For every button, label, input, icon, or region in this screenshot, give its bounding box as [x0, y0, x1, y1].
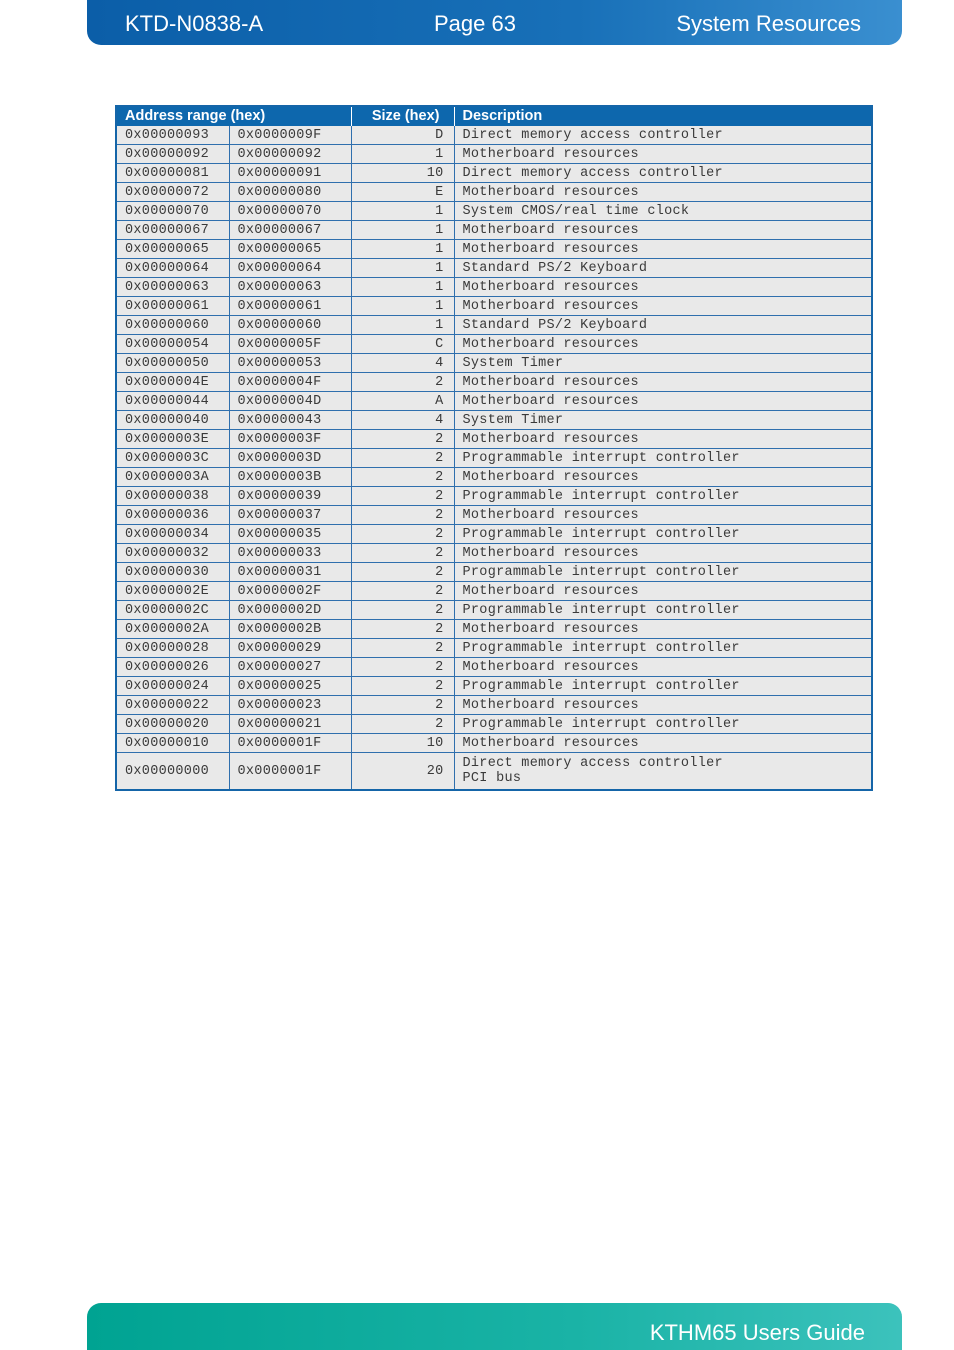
cell-range-start: 0x0000002E [116, 582, 229, 601]
cell-range-start: 0x00000028 [116, 639, 229, 658]
cell-range-start: 0x0000003A [116, 468, 229, 487]
table-header-row [116, 106, 872, 126]
cell-description: Direct memory access controller [454, 164, 872, 183]
table-row [116, 202, 872, 221]
table-row [116, 411, 872, 430]
document-id: KTD-N0838-A [125, 11, 264, 36]
table-row [116, 677, 872, 696]
cell-range-end: 0x00000064 [229, 259, 351, 278]
cell-size: 2 [351, 677, 454, 696]
cell-size: 2 [351, 563, 454, 582]
table-row [116, 658, 872, 677]
column-header-address-range: Address range (hex) [116, 106, 351, 126]
cell-range-start: 0x00000036 [116, 506, 229, 525]
cell-range-end: 0x0000002F [229, 582, 351, 601]
cell-range-end: 0x00000067 [229, 221, 351, 240]
cell-size: 1 [351, 202, 454, 221]
cell-range-end: 0x00000092 [229, 145, 351, 164]
cell-range-end: 0x00000043 [229, 411, 351, 430]
cell-description: Motherboard resources [454, 696, 872, 715]
cell-description: Motherboard resources [454, 183, 872, 202]
cell-description: Motherboard resources [454, 297, 872, 316]
cell-description: Motherboard resources [454, 145, 872, 164]
cell-size: 2 [351, 468, 454, 487]
cell-range-start: 0x00000030 [116, 563, 229, 582]
cell-description: Motherboard resources [454, 373, 872, 392]
table-row [116, 221, 872, 240]
cell-description: Motherboard resources [454, 734, 872, 753]
cell-range-end: 0x00000065 [229, 240, 351, 259]
cell-description: Standard PS/2 Keyboard [454, 259, 872, 278]
cell-description: Motherboard resources [454, 544, 872, 563]
cell-range-end: 0x0000004D [229, 392, 351, 411]
cell-range-end: 0x00000063 [229, 278, 351, 297]
cell-description: Standard PS/2 Keyboard [454, 316, 872, 335]
cell-description: Programmable interrupt controller [454, 639, 872, 658]
cell-range-end: 0x00000029 [229, 639, 351, 658]
cell-description: Direct memory access controller PCI bus [454, 753, 872, 791]
cell-range-start: 0x00000054 [116, 335, 229, 354]
cell-description: Motherboard resources [454, 392, 872, 411]
table-row [116, 544, 872, 563]
column-header-description: Description [454, 106, 872, 126]
cell-size: 1 [351, 297, 454, 316]
cell-range-end: 0x0000005F [229, 335, 351, 354]
cell-description: Programmable interrupt controller [454, 563, 872, 582]
page-footer [87, 1303, 902, 1350]
cell-range-end: 0x00000027 [229, 658, 351, 677]
table-row [116, 601, 872, 620]
page-header [87, 0, 902, 45]
page-number: Page 63 [434, 11, 516, 36]
table-row [116, 430, 872, 449]
table-row [116, 278, 872, 297]
cell-range-end: 0x0000009F [229, 126, 351, 145]
cell-range-start: 0x00000064 [116, 259, 229, 278]
cell-description: Motherboard resources [454, 430, 872, 449]
column-header-size: Size (hex) [351, 106, 454, 126]
table-row [116, 183, 872, 202]
cell-description: Direct memory access controller [454, 126, 872, 145]
table-row [116, 240, 872, 259]
cell-size: 20 [351, 753, 454, 791]
cell-description: Motherboard resources [454, 335, 872, 354]
cell-range-end: 0x00000070 [229, 202, 351, 221]
cell-size: 2 [351, 715, 454, 734]
cell-range-end: 0x0000003B [229, 468, 351, 487]
cell-description: Motherboard resources [454, 658, 872, 677]
cell-size: A [351, 392, 454, 411]
table-body [116, 126, 872, 790]
cell-size: 2 [351, 601, 454, 620]
table-row [116, 525, 872, 544]
cell-range-end: 0x0000002B [229, 620, 351, 639]
cell-description: Motherboard resources [454, 468, 872, 487]
cell-range-start: 0x0000003C [116, 449, 229, 468]
cell-description: System Timer [454, 411, 872, 430]
cell-size: 2 [351, 658, 454, 677]
cell-range-end: 0x00000021 [229, 715, 351, 734]
cell-range-start: 0x00000093 [116, 126, 229, 145]
cell-range-start: 0x00000044 [116, 392, 229, 411]
cell-range-end: 0x0000002D [229, 601, 351, 620]
io-resources-table [115, 105, 873, 791]
cell-range-start: 0x00000040 [116, 411, 229, 430]
cell-range-end: 0x00000091 [229, 164, 351, 183]
cell-description: System Timer [454, 354, 872, 373]
cell-size: 4 [351, 411, 454, 430]
cell-size: 1 [351, 316, 454, 335]
table-row [116, 582, 872, 601]
cell-range-end: 0x00000039 [229, 487, 351, 506]
table-row [116, 734, 872, 753]
table-row [116, 696, 872, 715]
table-row [116, 126, 872, 145]
cell-range-end: 0x00000037 [229, 506, 351, 525]
table-row [116, 506, 872, 525]
cell-size: 2 [351, 449, 454, 468]
cell-range-start: 0x0000002A [116, 620, 229, 639]
cell-range-start: 0x00000026 [116, 658, 229, 677]
table-row [116, 373, 872, 392]
cell-size: 2 [351, 525, 454, 544]
cell-size: 2 [351, 544, 454, 563]
cell-range-start: 0x00000000 [116, 753, 229, 791]
cell-size: 1 [351, 259, 454, 278]
table-row [116, 316, 872, 335]
cell-description: Programmable interrupt controller [454, 525, 872, 544]
guide-title: KTHM65 Users Guide [649, 1320, 865, 1345]
cell-range-start: 0x00000050 [116, 354, 229, 373]
cell-size: C [351, 335, 454, 354]
cell-size: 1 [351, 145, 454, 164]
cell-range-start: 0x00000010 [116, 734, 229, 753]
table-row [116, 145, 872, 164]
cell-description: Programmable interrupt controller [454, 449, 872, 468]
table-row [116, 297, 872, 316]
cell-range-start: 0x00000065 [116, 240, 229, 259]
table-row [116, 487, 872, 506]
cell-size: 2 [351, 639, 454, 658]
table-row [116, 715, 872, 734]
cell-description: Motherboard resources [454, 278, 872, 297]
cell-range-start: 0x00000061 [116, 297, 229, 316]
cell-size: 2 [351, 582, 454, 601]
cell-range-start: 0x00000067 [116, 221, 229, 240]
cell-range-start: 0x00000063 [116, 278, 229, 297]
cell-range-start: 0x00000022 [116, 696, 229, 715]
cell-range-start: 0x00000081 [116, 164, 229, 183]
cell-range-end: 0x0000003D [229, 449, 351, 468]
cell-size: 4 [351, 354, 454, 373]
cell-description: Motherboard resources [454, 240, 872, 259]
cell-range-end: 0x00000080 [229, 183, 351, 202]
cell-range-end: 0x0000001F [229, 753, 351, 791]
cell-description: Motherboard resources [454, 221, 872, 240]
cell-size: 2 [351, 373, 454, 392]
cell-size: 1 [351, 278, 454, 297]
cell-range-end: 0x00000023 [229, 696, 351, 715]
cell-description: Motherboard resources [454, 620, 872, 639]
section-title: System Resources [676, 11, 861, 36]
cell-size: E [351, 183, 454, 202]
cell-size: 2 [351, 620, 454, 639]
cell-description: Motherboard resources [454, 582, 872, 601]
cell-range-start: 0x00000034 [116, 525, 229, 544]
cell-size: 2 [351, 696, 454, 715]
cell-range-start: 0x00000070 [116, 202, 229, 221]
cell-range-start: 0x00000020 [116, 715, 229, 734]
table-row [116, 468, 872, 487]
cell-range-end: 0x00000053 [229, 354, 351, 373]
cell-description: Programmable interrupt controller [454, 487, 872, 506]
cell-size: 2 [351, 487, 454, 506]
table-row [116, 354, 872, 373]
cell-range-start: 0x00000038 [116, 487, 229, 506]
cell-range-start: 0x0000004E [116, 373, 229, 392]
table-row [116, 620, 872, 639]
cell-range-end: 0x00000060 [229, 316, 351, 335]
table-row [116, 164, 872, 183]
cell-size: D [351, 126, 454, 145]
table-row [116, 259, 872, 278]
cell-size: 1 [351, 240, 454, 259]
cell-range-end: 0x0000004F [229, 373, 351, 392]
cell-description: Programmable interrupt controller [454, 715, 872, 734]
cell-range-end: 0x00000033 [229, 544, 351, 563]
cell-description: Motherboard resources [454, 506, 872, 525]
cell-range-start: 0x0000003E [116, 430, 229, 449]
cell-size: 1 [351, 221, 454, 240]
cell-description: System CMOS/real time clock [454, 202, 872, 221]
cell-range-start: 0x00000060 [116, 316, 229, 335]
cell-range-end: 0x00000035 [229, 525, 351, 544]
cell-range-end: 0x00000031 [229, 563, 351, 582]
cell-range-start: 0x00000092 [116, 145, 229, 164]
table-row [116, 449, 872, 468]
cell-description: Programmable interrupt controller [454, 601, 872, 620]
table-row [116, 335, 872, 354]
table-row [116, 639, 872, 658]
cell-size: 2 [351, 430, 454, 449]
cell-range-start: 0x0000002C [116, 601, 229, 620]
cell-size: 10 [351, 164, 454, 183]
cell-description: Programmable interrupt controller [454, 677, 872, 696]
cell-range-start: 0x00000032 [116, 544, 229, 563]
cell-range-end: 0x00000025 [229, 677, 351, 696]
cell-range-start: 0x00000072 [116, 183, 229, 202]
cell-size: 10 [351, 734, 454, 753]
cell-range-end: 0x0000001F [229, 734, 351, 753]
cell-range-end: 0x00000061 [229, 297, 351, 316]
table-row [116, 563, 872, 582]
cell-range-start: 0x00000024 [116, 677, 229, 696]
cell-size: 2 [351, 506, 454, 525]
cell-range-end: 0x0000003F [229, 430, 351, 449]
table-row [116, 392, 872, 411]
table-row [116, 753, 872, 791]
